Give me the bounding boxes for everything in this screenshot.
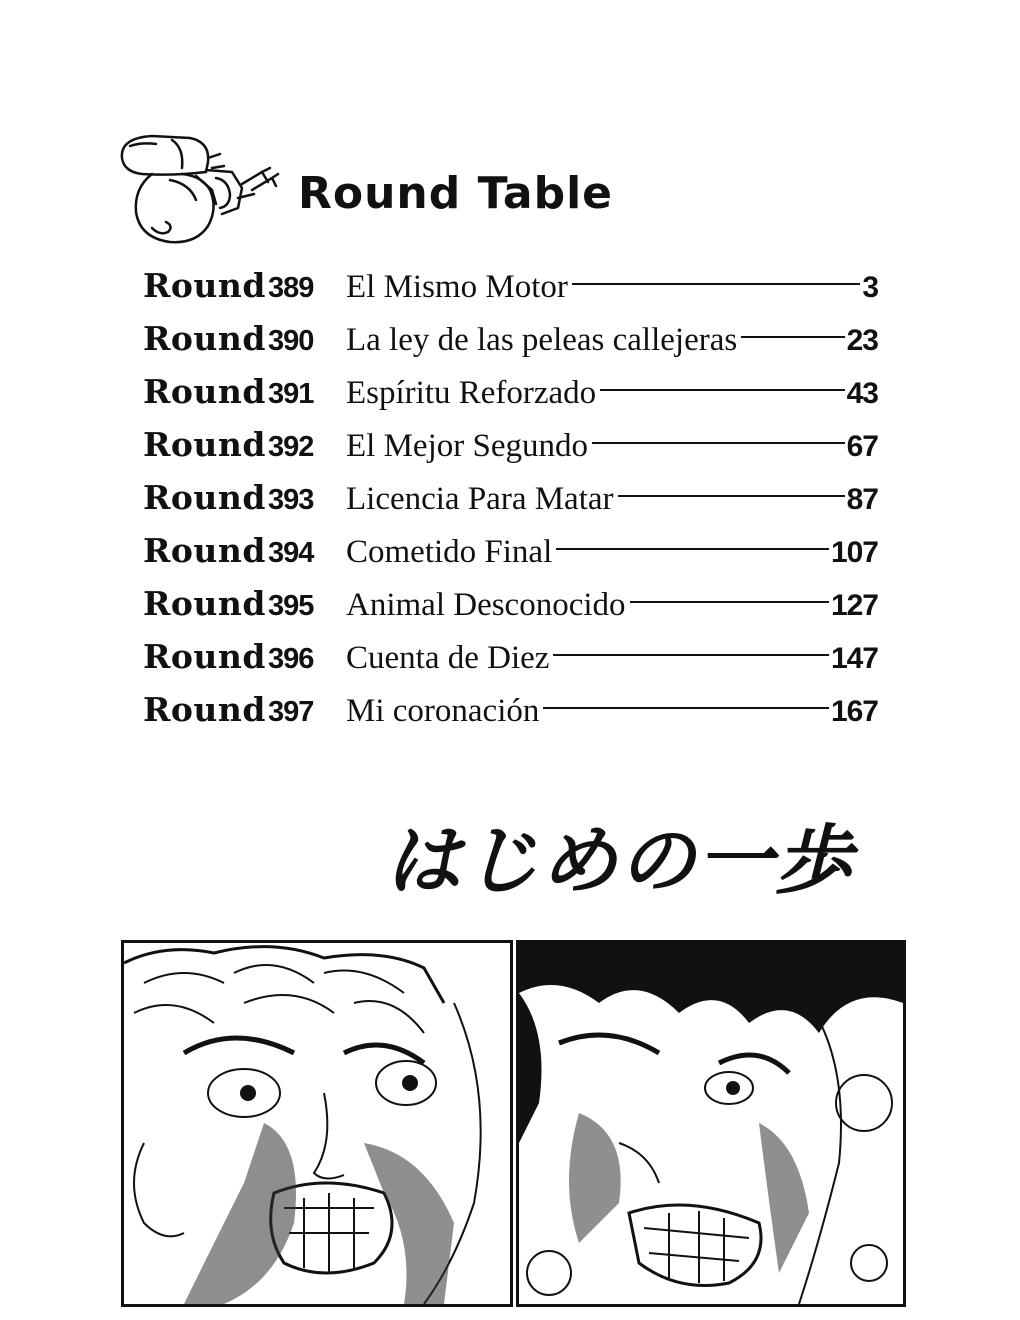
toc-list bbox=[143, 266, 878, 743]
page-number: 127 bbox=[830, 589, 878, 622]
manga-panel-left bbox=[121, 940, 513, 1307]
round-word: Round bbox=[143, 584, 266, 623]
round-title: Espíritu Reforzado bbox=[346, 375, 597, 411]
round-title: Cometido Final bbox=[346, 534, 553, 570]
toc-row bbox=[143, 584, 878, 637]
round-title: Cuenta de Diez bbox=[346, 640, 550, 676]
angry-face-illustration bbox=[124, 943, 510, 1304]
round-number: 389 bbox=[268, 272, 314, 304]
toc-row bbox=[143, 425, 878, 478]
round-word: Round bbox=[143, 690, 266, 729]
dot-leader bbox=[600, 389, 844, 391]
round-word: Round bbox=[143, 478, 266, 517]
dot-leader bbox=[618, 495, 845, 497]
dot-leader bbox=[556, 548, 829, 550]
manga-panel-right bbox=[516, 940, 906, 1307]
toc-row bbox=[143, 372, 878, 425]
toc-row bbox=[143, 531, 878, 584]
dot-leader bbox=[592, 442, 845, 444]
round-number: 390 bbox=[268, 325, 314, 357]
round-word: Round bbox=[143, 637, 266, 676]
round-number: 392 bbox=[268, 431, 314, 463]
round-word: Round bbox=[143, 531, 266, 570]
dot-leader bbox=[741, 336, 844, 338]
toc-row bbox=[143, 266, 878, 319]
series-logo-text: はじめの一歩 bbox=[385, 816, 853, 905]
page-number: 107 bbox=[830, 536, 878, 569]
page-number: 43 bbox=[846, 377, 878, 410]
round-title: Animal Desconocido bbox=[346, 587, 626, 623]
round-word: Round bbox=[143, 319, 266, 358]
round-number: 393 bbox=[268, 484, 314, 516]
dot-leader bbox=[630, 601, 829, 603]
round-number: 391 bbox=[268, 378, 314, 410]
round-title: Mi coronación bbox=[346, 693, 540, 729]
toc-row bbox=[143, 478, 878, 531]
boxing-gloves-icon bbox=[112, 128, 297, 253]
page-number: 3 bbox=[862, 271, 878, 304]
round-title: Licencia Para Matar bbox=[346, 481, 614, 517]
round-word: Round bbox=[143, 425, 266, 464]
page-number: 23 bbox=[846, 324, 878, 357]
series-logo bbox=[385, 800, 865, 910]
page-number: 87 bbox=[846, 483, 878, 516]
round-title: El Mismo Motor bbox=[346, 269, 568, 305]
round-number: 394 bbox=[268, 537, 314, 569]
determined-face-illustration bbox=[519, 943, 903, 1304]
toc-row bbox=[143, 319, 878, 372]
round-number: 395 bbox=[268, 590, 314, 622]
round-word: Round bbox=[143, 372, 266, 411]
page-number: 167 bbox=[830, 695, 878, 728]
round-word: Round bbox=[143, 266, 266, 305]
round-title: El Mejor Segundo bbox=[346, 428, 588, 464]
toc-heading: Round Table bbox=[298, 168, 614, 219]
toc-row bbox=[143, 637, 878, 690]
page-number: 147 bbox=[830, 642, 878, 675]
toc-row bbox=[143, 690, 878, 743]
dot-leader bbox=[572, 283, 860, 285]
round-number: 396 bbox=[268, 643, 314, 675]
dot-leader bbox=[553, 654, 829, 656]
page-number: 67 bbox=[846, 430, 878, 463]
dot-leader bbox=[543, 707, 829, 709]
round-number: 397 bbox=[268, 696, 314, 728]
round-title: La ley de las peleas callejeras bbox=[346, 322, 738, 358]
